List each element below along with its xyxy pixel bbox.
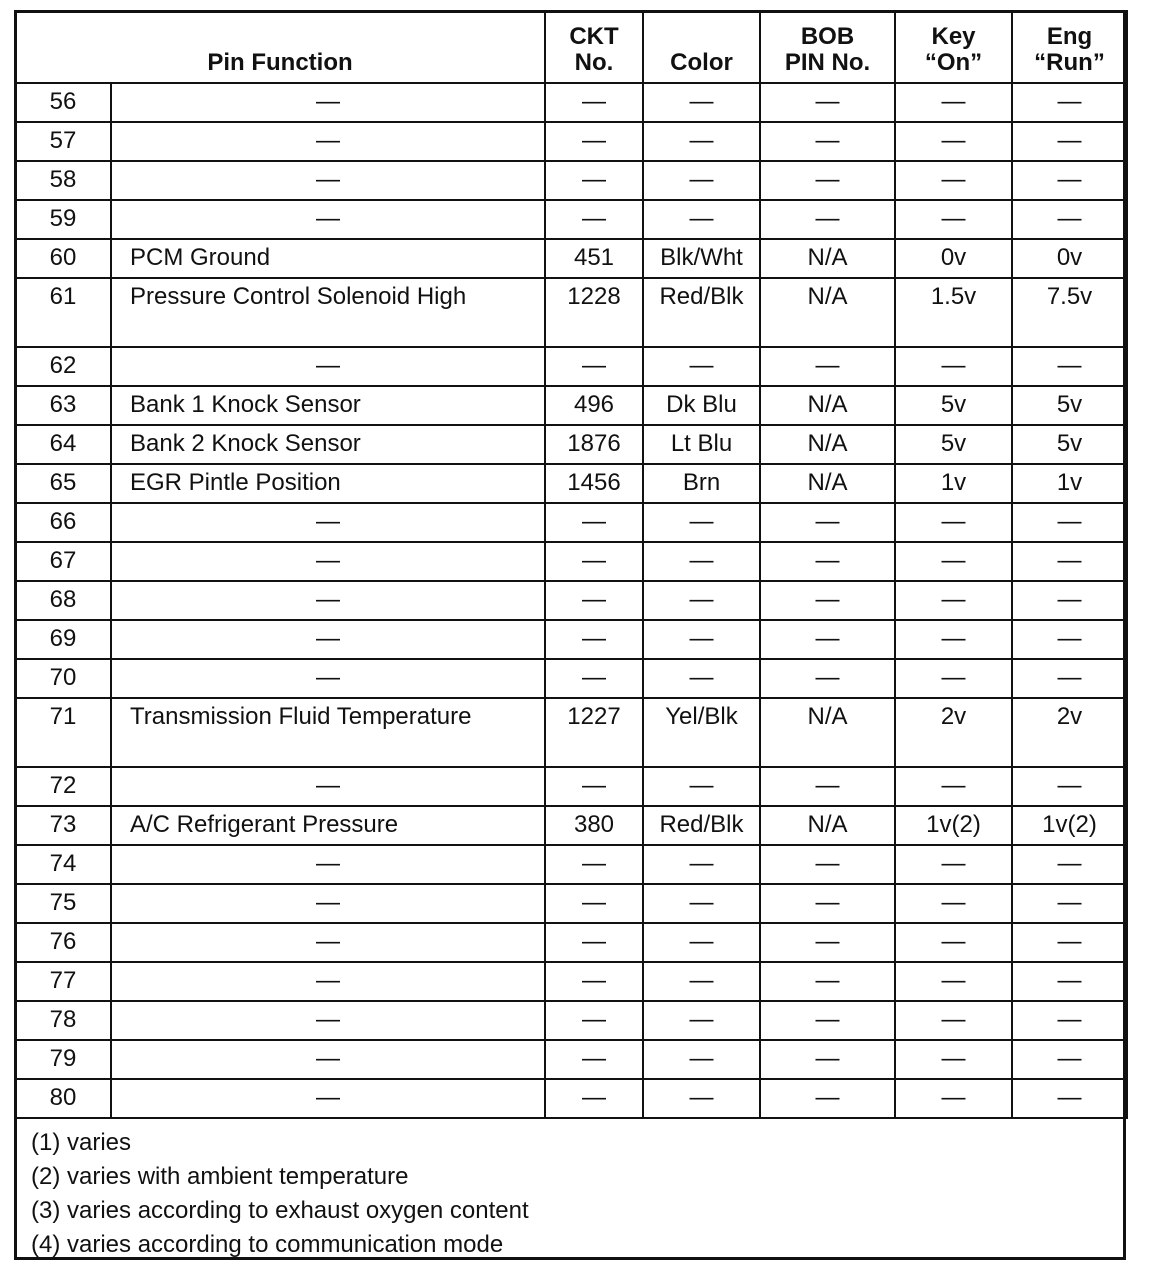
key-on-cell: — (895, 122, 1012, 161)
pin-cell: 61 (15, 278, 111, 347)
function-cell: — (111, 767, 545, 806)
ckt-cell: — (545, 83, 643, 122)
bob-pin-cell: — (760, 1001, 895, 1040)
table-row (15, 620, 1127, 659)
bob-pin-cell: — (760, 122, 895, 161)
eng-run-cell: — (1012, 200, 1127, 239)
eng-run-cell: — (1012, 83, 1127, 122)
ckt-cell: — (545, 122, 643, 161)
pin-cell: 68 (15, 581, 111, 620)
color-cell: — (643, 1079, 760, 1118)
ckt-cell: — (545, 1040, 643, 1079)
pin-cell: 70 (15, 659, 111, 698)
function-cell: — (111, 581, 545, 620)
key-on-cell: 2v (895, 698, 1012, 767)
pin-cell: 73 (15, 806, 111, 845)
table-row (15, 347, 1127, 386)
color-cell: — (643, 347, 760, 386)
table-row (15, 425, 1127, 464)
function-cell: — (111, 962, 545, 1001)
bob-pin-cell: N/A (760, 464, 895, 503)
table-row (15, 83, 1127, 122)
header-eng-line1: Eng (1046, 23, 1093, 50)
color-cell: — (643, 884, 760, 923)
ckt-cell: — (545, 161, 643, 200)
eng-run-cell: 5v (1012, 425, 1127, 464)
eng-run-cell: — (1012, 884, 1127, 923)
pin-cell: 58 (15, 161, 111, 200)
table-row (15, 200, 1127, 239)
ckt-cell: — (545, 962, 643, 1001)
function-cell: — (111, 620, 545, 659)
pin-cell: 71 (15, 698, 111, 767)
color-cell: Red/Blk (643, 278, 760, 347)
key-on-cell: — (895, 923, 1012, 962)
table-header-row (15, 11, 1127, 83)
key-on-cell: — (895, 503, 1012, 542)
key-on-cell: — (895, 620, 1012, 659)
bob-pin-cell: N/A (760, 239, 895, 278)
table-row (15, 659, 1127, 698)
eng-run-cell: — (1012, 767, 1127, 806)
header-key-on (895, 11, 1012, 83)
ckt-cell: 380 (545, 806, 643, 845)
ckt-cell: 496 (545, 386, 643, 425)
key-on-cell: — (895, 1001, 1012, 1040)
eng-run-cell: — (1012, 1079, 1127, 1118)
function-cell: — (111, 1001, 545, 1040)
ckt-cell: — (545, 923, 643, 962)
eng-run-cell: 5v (1012, 386, 1127, 425)
bob-pin-cell: — (760, 581, 895, 620)
key-on-cell: 5v (895, 425, 1012, 464)
header-ckt-no (545, 11, 643, 83)
key-on-cell: 5v (895, 386, 1012, 425)
pin-cell: 74 (15, 845, 111, 884)
function-cell: A/C Refrigerant Pressure (111, 806, 545, 845)
key-on-cell: — (895, 659, 1012, 698)
function-cell: Transmission Fluid Temperature (111, 698, 545, 767)
table-row (15, 923, 1127, 962)
eng-run-cell: — (1012, 659, 1127, 698)
key-on-cell: — (895, 542, 1012, 581)
eng-run-cell: — (1012, 542, 1127, 581)
header-eng-run (1012, 11, 1127, 83)
color-cell: — (643, 767, 760, 806)
bob-pin-cell: N/A (760, 386, 895, 425)
bob-pin-cell: — (760, 620, 895, 659)
bob-pin-cell: — (760, 200, 895, 239)
key-on-cell: 1v (895, 464, 1012, 503)
ckt-cell: — (545, 884, 643, 923)
key-on-cell: — (895, 884, 1012, 923)
pin-cell: 76 (15, 923, 111, 962)
header-bob-line2: PIN No. (784, 49, 871, 76)
footnote: (2) varies with ambient temperature (31, 1163, 409, 1190)
eng-run-cell: — (1012, 620, 1127, 659)
bob-pin-cell: N/A (760, 698, 895, 767)
function-cell: — (111, 845, 545, 884)
color-cell: — (643, 845, 760, 884)
eng-run-cell: 1v (1012, 464, 1127, 503)
bob-pin-cell: — (760, 503, 895, 542)
color-cell: — (643, 200, 760, 239)
eng-run-cell: 2v (1012, 698, 1127, 767)
key-on-cell: — (895, 200, 1012, 239)
footnotes (17, 1126, 1123, 1262)
eng-run-cell: — (1012, 923, 1127, 962)
function-cell: — (111, 659, 545, 698)
pin-cell: 65 (15, 464, 111, 503)
table-row (15, 386, 1127, 425)
header-key-line2: “On” (924, 49, 983, 76)
header-bob-line1: BOB (800, 23, 855, 50)
header-ckt-line1: CKT (569, 23, 619, 50)
footnote: (4) varies according to communication mode (31, 1231, 504, 1258)
pin-cell: 62 (15, 347, 111, 386)
ckt-cell: — (545, 1001, 643, 1040)
function-cell: — (111, 200, 545, 239)
header-ckt-line2: No. (574, 49, 614, 76)
eng-run-cell: — (1012, 503, 1127, 542)
ckt-cell: 1227 (545, 698, 643, 767)
ckt-cell: — (545, 845, 643, 884)
eng-run-cell: — (1012, 962, 1127, 1001)
table-row (15, 845, 1127, 884)
ckt-cell: — (545, 542, 643, 581)
bob-pin-cell: — (760, 923, 895, 962)
ckt-cell: — (545, 581, 643, 620)
key-on-cell: 1v(2) (895, 806, 1012, 845)
key-on-cell: — (895, 347, 1012, 386)
pin-cell: 57 (15, 122, 111, 161)
ckt-cell: — (545, 659, 643, 698)
eng-run-cell: — (1012, 581, 1127, 620)
pin-cell: 64 (15, 425, 111, 464)
table-row (15, 542, 1127, 581)
key-on-cell: — (895, 581, 1012, 620)
key-on-cell: — (895, 845, 1012, 884)
function-cell: — (111, 1079, 545, 1118)
function-cell: — (111, 923, 545, 962)
pin-cell: 60 (15, 239, 111, 278)
table-row (15, 464, 1127, 503)
key-on-cell: — (895, 962, 1012, 1001)
ckt-cell: — (545, 200, 643, 239)
table-row (15, 503, 1127, 542)
pin-cell: 59 (15, 200, 111, 239)
color-cell: Yel/Blk (643, 698, 760, 767)
key-on-cell: 0v (895, 239, 1012, 278)
function-cell: — (111, 884, 545, 923)
table-row (15, 122, 1127, 161)
table-row (15, 1079, 1127, 1118)
table-row (15, 962, 1127, 1001)
table-row (15, 884, 1127, 923)
eng-run-cell: — (1012, 347, 1127, 386)
color-cell: Blk/Wht (643, 239, 760, 278)
key-on-cell: — (895, 83, 1012, 122)
bob-pin-cell: — (760, 83, 895, 122)
ckt-cell: 1876 (545, 425, 643, 464)
ckt-cell: — (545, 347, 643, 386)
color-cell: Lt Blu (643, 425, 760, 464)
ckt-cell: — (545, 767, 643, 806)
pin-rows (15, 83, 1127, 1118)
function-cell: Bank 2 Knock Sensor (111, 425, 545, 464)
key-on-cell: — (895, 1079, 1012, 1118)
color-cell: Red/Blk (643, 806, 760, 845)
function-cell: PCM Ground (111, 239, 545, 278)
function-cell: — (111, 161, 545, 200)
ckt-cell: 1228 (545, 278, 643, 347)
ckt-cell: 451 (545, 239, 643, 278)
pin-cell: 78 (15, 1001, 111, 1040)
pin-cell: 75 (15, 884, 111, 923)
pin-cell: 80 (15, 1079, 111, 1118)
ckt-cell: — (545, 503, 643, 542)
eng-run-cell: — (1012, 1001, 1127, 1040)
color-cell: — (643, 1040, 760, 1079)
header-bob-pin-no (760, 11, 895, 83)
table-row (15, 581, 1127, 620)
bob-pin-cell: — (760, 542, 895, 581)
eng-run-cell: — (1012, 1040, 1127, 1079)
eng-run-cell: — (1012, 845, 1127, 884)
eng-run-cell: 1v(2) (1012, 806, 1127, 845)
function-cell: — (111, 83, 545, 122)
color-cell: — (643, 962, 760, 1001)
footnote: (3) varies according to exhaust oxygen content (31, 1197, 529, 1224)
table-row (15, 239, 1127, 278)
pin-table-sheet (14, 10, 1126, 1260)
bob-pin-cell: — (760, 1040, 895, 1079)
function-cell: Bank 1 Knock Sensor (111, 386, 545, 425)
table-row (15, 1040, 1127, 1079)
header-eng-line2: “Run” (1034, 49, 1105, 76)
table-row (15, 161, 1127, 200)
key-on-cell: — (895, 161, 1012, 200)
color-cell: — (643, 83, 760, 122)
function-cell: — (111, 347, 545, 386)
function-cell: Pressure Control Solenoid High (111, 278, 545, 347)
function-cell: — (111, 503, 545, 542)
table-row (15, 278, 1127, 347)
color-cell: — (643, 161, 760, 200)
ckt-cell: 1456 (545, 464, 643, 503)
bob-pin-cell: N/A (760, 806, 895, 845)
eng-run-cell: 7.5v (1012, 278, 1127, 347)
function-cell: — (111, 542, 545, 581)
bob-pin-cell: — (760, 884, 895, 923)
bob-pin-cell: N/A (760, 278, 895, 347)
eng-run-cell: 0v (1012, 239, 1127, 278)
pin-cell: 66 (15, 503, 111, 542)
table-row (15, 806, 1127, 845)
table-row (15, 767, 1127, 806)
eng-run-cell: — (1012, 122, 1127, 161)
color-cell: — (643, 581, 760, 620)
pin-cell: 69 (15, 620, 111, 659)
header-color: Color (643, 11, 760, 83)
color-cell: — (643, 1001, 760, 1040)
pin-cell: 63 (15, 386, 111, 425)
color-cell: — (643, 122, 760, 161)
header-key-line1: Key (931, 23, 976, 50)
bob-pin-cell: — (760, 659, 895, 698)
function-cell: EGR Pintle Position (111, 464, 545, 503)
bob-pin-cell: — (760, 1079, 895, 1118)
bob-pin-cell: — (760, 347, 895, 386)
color-cell: Brn (643, 464, 760, 503)
color-cell: — (643, 620, 760, 659)
pin-cell: 56 (15, 83, 111, 122)
table-row (15, 698, 1127, 767)
color-cell: — (643, 923, 760, 962)
key-on-cell: — (895, 767, 1012, 806)
key-on-cell: 1.5v (895, 278, 1012, 347)
bob-pin-cell: N/A (760, 425, 895, 464)
ckt-cell: — (545, 620, 643, 659)
function-cell: — (111, 122, 545, 161)
ckt-cell: — (545, 1079, 643, 1118)
pin-cell: 79 (15, 1040, 111, 1079)
color-cell: — (643, 659, 760, 698)
color-cell: — (643, 542, 760, 581)
bob-pin-cell: — (760, 962, 895, 1001)
pin-function-table (14, 10, 1128, 1119)
pin-cell: 77 (15, 962, 111, 1001)
key-on-cell: — (895, 1040, 1012, 1079)
pin-cell: 67 (15, 542, 111, 581)
color-cell: — (643, 503, 760, 542)
function-cell: — (111, 1040, 545, 1079)
header-pin-function: Pin Function (15, 11, 545, 83)
color-cell: Dk Blu (643, 386, 760, 425)
pin-cell: 72 (15, 767, 111, 806)
bob-pin-cell: — (760, 767, 895, 806)
bob-pin-cell: — (760, 845, 895, 884)
footnote: (1) varies (31, 1129, 132, 1156)
bob-pin-cell: — (760, 161, 895, 200)
table-row (15, 1001, 1127, 1040)
eng-run-cell: — (1012, 161, 1127, 200)
